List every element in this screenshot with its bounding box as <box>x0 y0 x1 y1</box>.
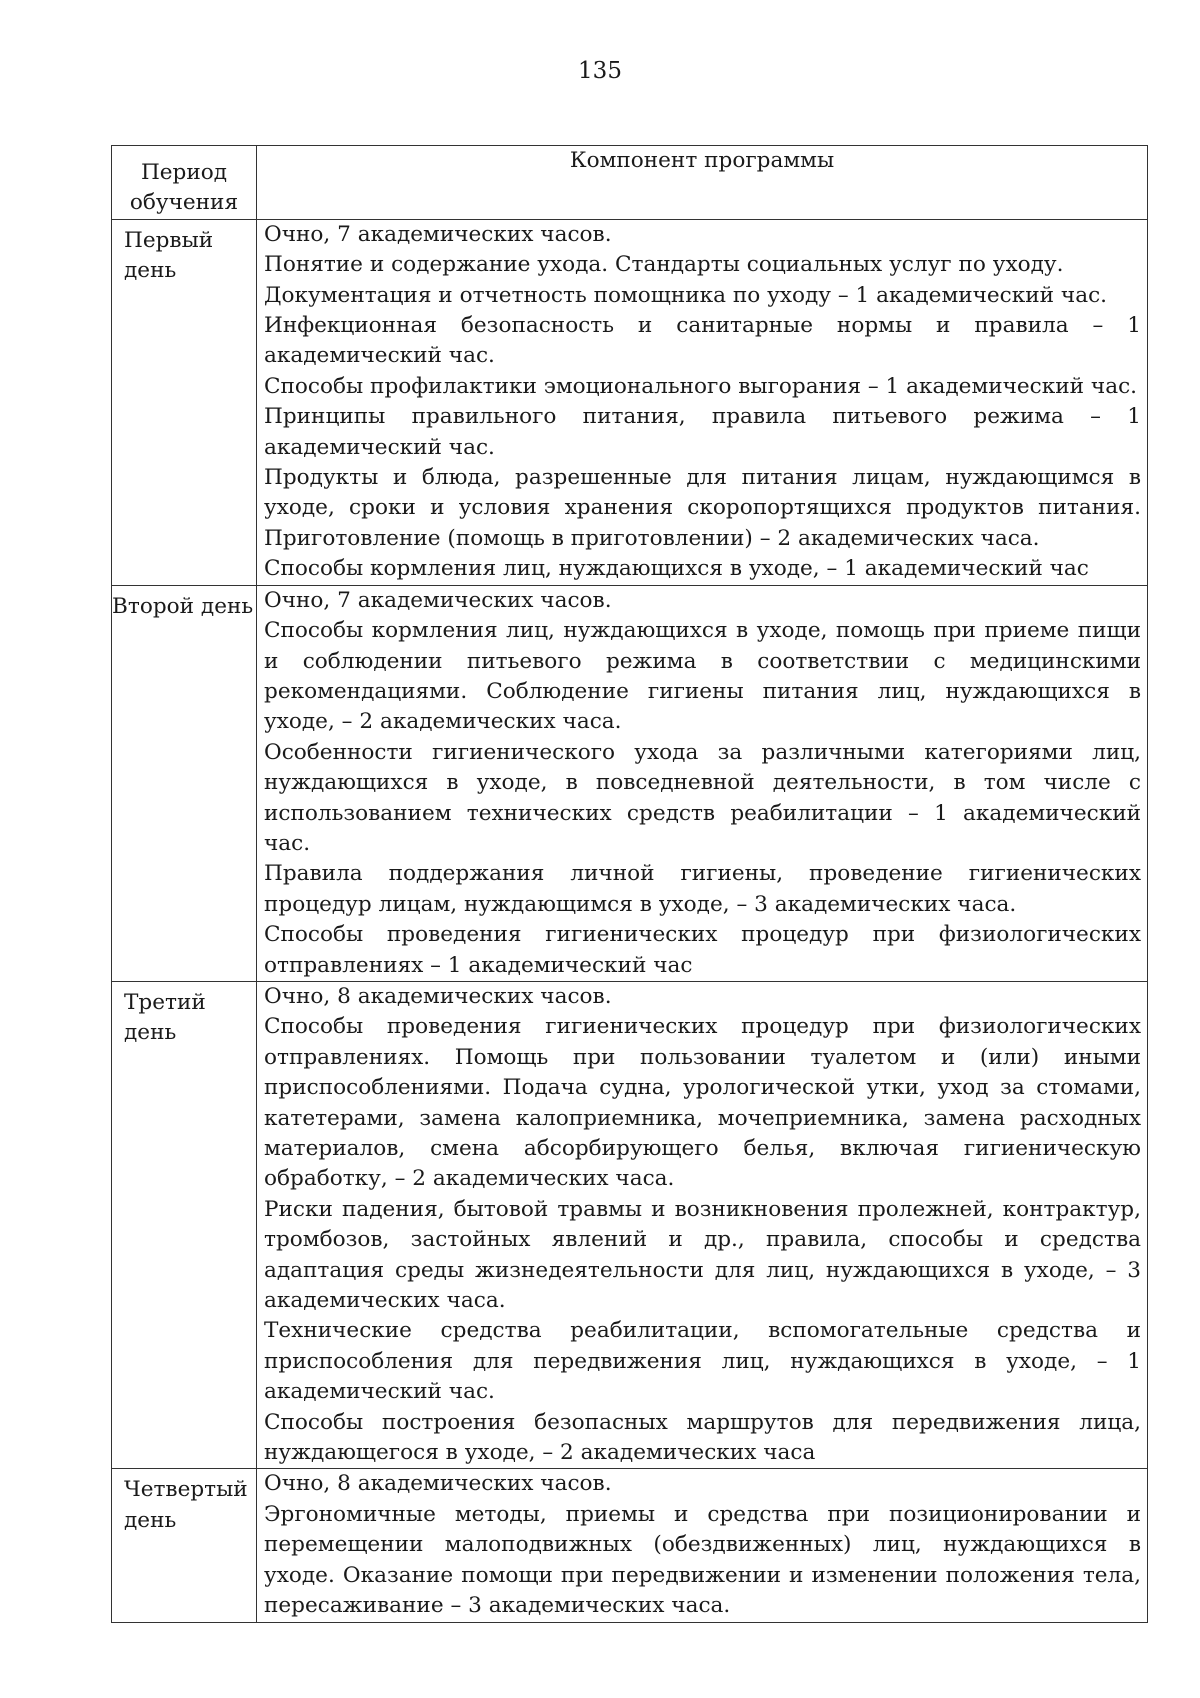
content-line: Понятие и содержание ухода. Стандарты социальных услуг по уходу. <box>264 252 1064 278</box>
period-cell: Третий день <box>112 981 257 1469</box>
content-cell <box>257 219 1148 585</box>
content-line: Инфекционная безопасность и санитарные нормы и правила – 1 академический час. <box>264 313 1141 369</box>
content-line: Способы кормления лиц, нуждающихся в уходе, помощь при приеме пищи и соблюдении питьевого режима в соответствии с медицинскими рекомендациями. Соблюдение гигиены питания лиц, нуждающихся в уходе, – 2 академических часа. <box>264 618 1141 735</box>
header-component: Компонент программы <box>257 146 1148 220</box>
content-cell <box>257 1469 1148 1622</box>
table-row-day-4 <box>112 1469 1148 1622</box>
table-header-row <box>112 146 1148 220</box>
table-row-day-2 <box>112 585 1148 981</box>
content-line: Очно, 8 академических часов. <box>264 1471 612 1497</box>
content-cell <box>257 981 1148 1469</box>
content-line: Документация и отчетность помощника по уходу – 1 академический час. <box>264 282 1108 308</box>
content-line: Эргономичные методы, приемы и средства при позиционировании и перемещении малоподвижных (обездвиженных) лиц, нуждающихся в уходе. Оказание помощи при передвижении и изменении положения тела, пересаживание – 3 академических часа. <box>264 1501 1141 1619</box>
header-period: Период обучения <box>112 146 257 220</box>
content-line: Способы кормления лиц, нуждающихся в уходе, – 1 академический час <box>264 556 1089 582</box>
period-cell: Четвертый день <box>112 1469 257 1622</box>
page-number: 135 <box>578 58 622 84</box>
content-line: Продукты и блюда, разрешенные для питания лицам, нуждающимся в уходе, сроки и условия хранения скоропортящихся продуктов питания. Приготовление (помощь в приготовлении) – 2 академических часа. <box>264 465 1141 551</box>
content-line: Особенности гигиенического ухода за различными категориями лиц, нуждающихся в уходе, в повседневной деятельности, в том числе с использованием технических средств реабилитации – 1 академический час. <box>264 739 1141 856</box>
content-line: Принципы правильного питания, правила питьевого режима – 1 академический час. <box>264 404 1141 460</box>
content-line: Правила поддержания личной гигиены, проведение гигиенических процедур лицам, нуждающимся в уходе, – 3 академических часа. <box>264 861 1141 917</box>
content-line: Очно, 8 академических часов. <box>264 983 612 1009</box>
content-line: Очно, 7 академических часов. <box>264 221 612 247</box>
program-table <box>111 145 1148 1623</box>
content-line: Способы проведения гигиенических процедур при физиологических отправлениях. Помощь при пользовании туалетом и (или) иными приспособлениями. Подача судна, урологической утки, уход за стомами, катетерами, замена калоприемника, мочеприемника, замена расходных материалов, смена абсорбирующего белья, включая гигиеническую обработку, – 2 академических часа. <box>264 1014 1141 1192</box>
content-line: Способы проведения гигиенических процедур при физиологических отправлениях – 1 академический час <box>264 922 1141 978</box>
content-line: Способы построения безопасных маршрутов для передвижения лица, нуждающегося в уходе, – 2 академических часа <box>264 1409 1141 1466</box>
content-line: Риски падения, бытовой травмы и возникновения пролежней, контрактур, тромбозов, застойных явлений и др., правила, способы и средства адаптация среды жизнедеятельности для лиц, нуждающихся в уходе, – 3 академических часа. <box>264 1196 1141 1314</box>
period-cell: Второй день <box>112 585 257 981</box>
content-line: Очно, 7 академических часов. <box>264 587 612 613</box>
content-line: Способы профилактики эмоционального выгорания – 1 академический час. <box>264 373 1138 399</box>
content-cell <box>257 585 1148 981</box>
table-row-day-3 <box>112 981 1148 1469</box>
table-row-day-1 <box>112 219 1148 585</box>
period-cell: Первый день <box>112 219 257 585</box>
content-line: Технические средства реабилитации, вспомогательные средства и приспособления для передвижения лиц, нуждающихся в уходе, – 1 академический час. <box>264 1318 1141 1405</box>
